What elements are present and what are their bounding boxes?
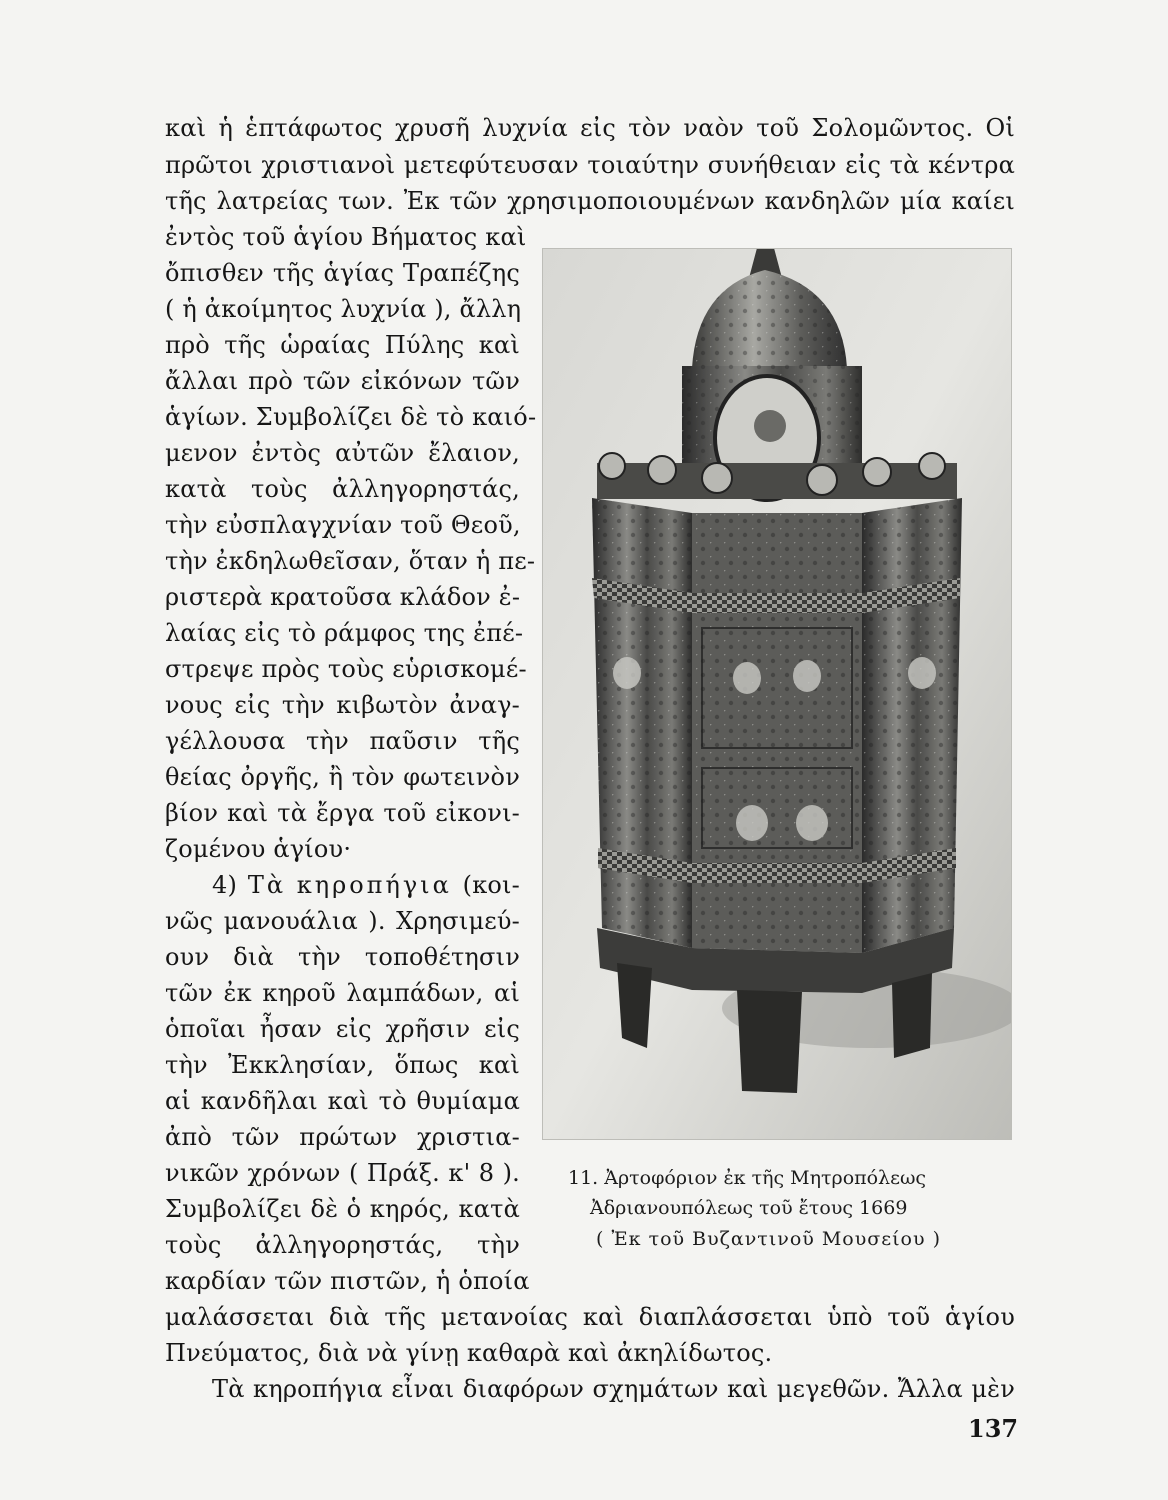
- text-line: πρὸ τῆς ὡραίας Πύλης καὶ: [165, 331, 520, 359]
- text-line: ουν διὰ τὴν τοποθέτησιν: [165, 943, 520, 971]
- heading-rest: (κοι-: [462, 871, 520, 899]
- text-line: Τὰ κηροπήγια εἶναι διαφόρων σχημάτων καὶ μεγεθῶν. Ἄλλα μὲν: [212, 1375, 1015, 1403]
- text-line: ἐντὸς τοῦ ἁγίου Βήματος καὶ: [165, 223, 527, 251]
- text-line: αἱ κανδῆλαι καὶ τὸ θυμίαμα: [165, 1087, 520, 1115]
- text-line: ζομένου ἁγίου·: [165, 835, 352, 863]
- text-line: τῆς λατρείας των. Ἐκ τῶν χρησιμοποιουμένων κανδηλῶν μία καίει: [165, 187, 1015, 215]
- text-line: Συμβολίζει δὲ ὁ κηρός, κατὰ: [165, 1195, 520, 1223]
- text-line: νικῶν χρόνων ( Πράξ. κ' 8 ).: [165, 1159, 520, 1187]
- text-line: Πνεύματος, διὰ νὰ γίνῃ καθαρὰ καὶ ἀκηλίδωτος.: [165, 1339, 773, 1367]
- text-line: μαλάσσεται διὰ τῆς μετανοίας καὶ διαπλάσσεται ὑπὸ τοῦ ἁγίου: [165, 1303, 1015, 1331]
- text-line: ἀπὸ τῶν πρώτων χριστια-: [165, 1123, 520, 1151]
- text-line: βίον καὶ τὰ ἔργα τοῦ εἰκονι-: [165, 799, 520, 827]
- text-line: τὴν ἐκδηλωθεῖσαν, ὅταν ἡ πε-: [165, 547, 536, 575]
- text-line: ( ἡ ἀκοίμητος λυχνία ), ἄλλη: [165, 295, 522, 323]
- text-line: τοὺς ἀλληγορηστάς, τὴν: [165, 1231, 520, 1259]
- text-line: νους εἰς τὴν κιβωτὸν ἀναγ-: [165, 691, 520, 719]
- text-line: ὄπισθεν τῆς ἁγίας Τραπέζης: [165, 259, 520, 287]
- text-line: λαίας εἰς τὸ ράμφος της ἐπέ-: [165, 619, 524, 647]
- text-line: καὶ ἡ ἑπτάφωτος χρυσῆ λυχνία εἰς τὸν ναὸν τοῦ Σολομῶντος. Οἱ: [165, 114, 1015, 142]
- text-line: στρεψε πρὸς τοὺς εὑρισκομέ-: [165, 655, 527, 683]
- heading-term: Τὰ κηροπήγια: [247, 871, 452, 899]
- text-line: πρῶτοι χριστιανοὶ μετεφύτευσαν τοιαύτην συνήθειαν εἰς τὰ κέντρα: [165, 151, 1015, 179]
- text-line: νῶς μανουάλια ). Χρησιμεύ-: [165, 907, 520, 935]
- page-number: 137: [968, 1414, 1019, 1443]
- text-line: μενον ἐντὸς αὐτῶν ἔλαιον,: [165, 439, 520, 467]
- text-line: ὁποῖαι ἦσαν εἰς χρῆσιν εἰς: [165, 1015, 520, 1043]
- text-line: τῶν ἐκ κηροῦ λαμπάδων, αἱ: [165, 979, 520, 1007]
- figure-caption-line: Ἀδριανουπόλεως τοῦ ἔτους 1669: [590, 1197, 908, 1219]
- text-line: ἁγίων. Συμβολίζει δὲ τὸ καιό-: [165, 403, 537, 431]
- text-line: ριστερὰ κρατοῦσα κλάδον ἐ-: [165, 583, 521, 611]
- text-line: τὴν εὐσπλαγχνίαν τοῦ Θεοῦ,: [165, 511, 521, 539]
- figure-caption-source: ( Ἐκ τοῦ Βυζαντινοῦ Μουσείου ): [596, 1228, 941, 1250]
- heading-number: 4): [212, 871, 238, 899]
- text-line: κατὰ τοὺς ἀλληγορηστάς,: [165, 475, 520, 503]
- figure-caption-line: 11. Ἀρτοφόριον ἐκ τῆς Μητροπόλεως: [568, 1167, 927, 1189]
- artophorion-photo: [542, 248, 1012, 1140]
- text-line: ἄλλαι πρὸ τῶν εἰκόνων τῶν: [165, 367, 520, 395]
- text-line: γέλλουσα τὴν παῦσιν τῆς: [165, 727, 520, 755]
- section-heading: [212, 870, 520, 900]
- text-line: θείας ὀργῆς, ἢ τὸν φωτεινὸν: [165, 763, 520, 791]
- text-line: τὴν Ἐκκλησίαν, ὅπως καὶ: [165, 1051, 520, 1079]
- text-line: καρδίαν τῶν πιστῶν, ἡ ὁποία: [165, 1267, 530, 1295]
